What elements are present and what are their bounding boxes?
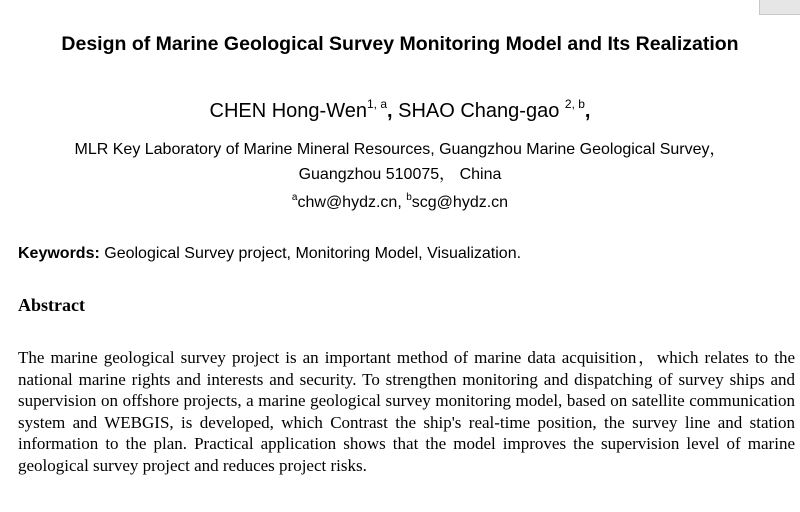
author-1-affiliation-mark: 1, a bbox=[366, 97, 387, 111]
author-1-name: CHEN Hong-Wen bbox=[209, 100, 367, 122]
abstract-text: The marine geological survey project is an important method of marine data acquisition，which relates to the national marine rights and interests and security. To strengthen monitoring and dispatching of survey ships and supervision on offshore projects, a marine geological survey monitoring model, based on satellite communication system and WEBGIS, is developed, which Contrast the ship's real-time position, the survey line and station information to the plan. Practical application shows that the model improves the supervision level of marine geological survey project and reduces project risks. bbox=[18, 348, 795, 475]
email-b[interactable]: scg@hydz.cn bbox=[411, 194, 509, 211]
author-2-affiliation-mark: 2, b bbox=[564, 97, 585, 111]
email-separator: , bbox=[397, 194, 407, 211]
affiliation: MLR Key Laboratory of Marine Mineral Resources, Guangzhou Marine Geological Survey，Guangzhou 510075， China bbox=[74, 141, 726, 183]
scrollbar-corner[interactable] bbox=[759, 0, 800, 15]
paper-title: Design of Marine Geological Survey Monitoring Model and Its Realization bbox=[61, 33, 739, 55]
author-2-name: SHAO Chang-gao bbox=[398, 100, 560, 122]
keywords-text: Geological Survey project, Monitoring Model, Visualization. bbox=[99, 245, 522, 262]
author-emails bbox=[0, 192, 800, 214]
author-line bbox=[0, 98, 800, 124]
author-separator: , bbox=[387, 100, 393, 122]
abstract-heading: Abstract bbox=[18, 295, 85, 315]
email-b-mark: b bbox=[406, 192, 412, 203]
author-trailing-comma: , bbox=[584, 100, 591, 122]
keywords-line bbox=[18, 243, 788, 265]
email-a[interactable]: chw@hydz.cn bbox=[297, 194, 398, 211]
keywords-label: Keywords: bbox=[18, 245, 100, 262]
email-a-mark: a bbox=[291, 192, 298, 203]
